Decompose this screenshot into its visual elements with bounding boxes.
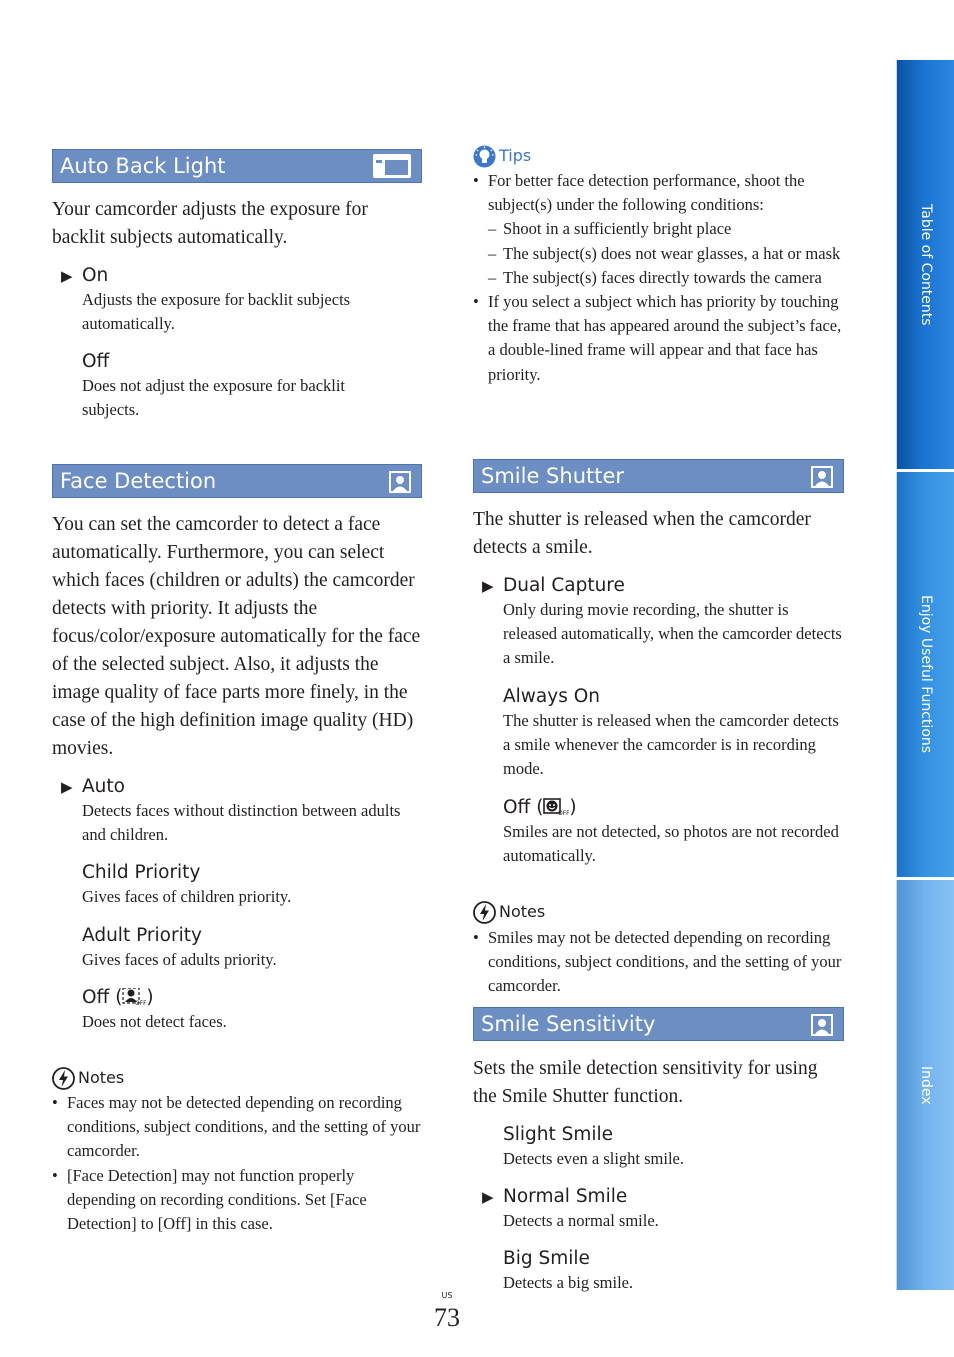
option-label: Always On	[503, 686, 601, 707]
option-off[interactable]	[82, 350, 402, 422]
smile-off-icon	[543, 798, 569, 816]
tips-item-1-text: For better face detection performance, shoot the subject(s) under the following conditions:	[488, 171, 805, 215]
option-big-smile[interactable]	[503, 1247, 843, 1295]
smile-shutter-intro: The shutter is released when the camcorder detects a smile.	[473, 509, 811, 558]
smile-sensitivity-intro: Sets the smile detection sensitivity for using the Smile Shutter function.	[473, 1058, 818, 1107]
option-label-end: )	[569, 797, 577, 818]
option-description: Does not detect faces.	[82, 1012, 227, 1031]
notes-label-text: Notes	[499, 902, 546, 921]
tab-label: Enjoy Useful Functions	[918, 595, 934, 754]
option-label: Normal Smile	[503, 1186, 628, 1207]
tips-label-text: Tips	[499, 146, 532, 165]
option-label-end: )	[146, 987, 154, 1008]
tab-index[interactable]	[896, 880, 954, 1290]
option-slight-smile[interactable]	[503, 1123, 843, 1171]
tips-icon	[473, 145, 496, 168]
face-detection-title: Face Detection	[60, 469, 217, 493]
option-always-on[interactable]	[503, 685, 843, 781]
option-off-face[interactable]	[82, 986, 402, 1034]
notes-icon	[52, 1067, 75, 1090]
option-description: Detects even a slight smile.	[503, 1149, 684, 1168]
option-label: On	[82, 265, 109, 286]
option-description: The shutter is released when the camcorder detects a smile whenever the camcorder is in recording mode.	[503, 711, 839, 778]
notes-icon	[473, 901, 496, 924]
default-setting-marker: ▶	[61, 267, 73, 285]
face-detection-intro: You can set the camcorder to detect a face automatically. Furthermore, you can select which faces (children or adults) the camcorder detects with priority. It adjusts the focus/color/exposure automatically for the face of the selected subject. Also, it adjusts the image quality of face parts more finely, in the case of the high definition image quality (HD) movies.	[52, 514, 421, 759]
sub-list-item: – Shoot in a sufficiently bright place	[488, 217, 845, 241]
page-number	[0, 1291, 894, 1333]
face-detection-notes	[52, 1091, 424, 1236]
backlight-icon	[373, 154, 411, 178]
tips-list	[473, 169, 845, 387]
list-item: • [Face Detection] may not function properly depending on recording conditions. Set [Face Detection] to [Off] in this case.	[52, 1164, 424, 1237]
notes-label	[473, 901, 545, 925]
list-item: • Faces may not be detected depending on recording conditions, subject conditions, and the setting of your camcorder.	[52, 1091, 424, 1164]
option-description: Detects a big smile.	[503, 1273, 634, 1292]
option-label: Slight Smile	[503, 1124, 614, 1145]
tips-sub-list	[488, 217, 845, 290]
face-detection-icon	[389, 471, 411, 493]
smile-sensitivity-header	[473, 1007, 844, 1041]
option-description: Gives faces of adults priority.	[82, 950, 277, 969]
notes-label	[52, 1067, 124, 1091]
option-child-priority[interactable]	[82, 861, 402, 909]
option-label: Child Priority	[82, 862, 201, 883]
option-description: Adjusts the exposure for backlit subjects automatically.	[82, 290, 351, 333]
auto-back-light-title: Auto Back Light	[60, 154, 226, 178]
smile-shutter-header	[473, 459, 844, 493]
default-setting-marker: ▶	[61, 778, 73, 796]
default-setting-marker: ▶	[482, 1188, 494, 1206]
option-label: Off (	[82, 987, 123, 1008]
option-label: Off	[82, 351, 110, 372]
option-label: Big Smile	[503, 1248, 590, 1269]
option-dual-capture[interactable]	[482, 574, 843, 670]
smile-shutter-notes	[473, 926, 845, 999]
option-description: Only during movie recording, the shutter is released automatically, when the camcorder detects a smile.	[503, 600, 842, 667]
page-region: US	[441, 1291, 453, 1300]
option-label: Adult Priority	[82, 925, 202, 946]
smile-sensitivity-icon	[811, 1014, 833, 1036]
page-number-value: 73	[434, 1303, 460, 1332]
tab-table-of-contents[interactable]	[896, 60, 954, 469]
option-description: Smiles are not detected, so photos are not recorded automatically.	[503, 822, 839, 865]
svg-text:OFF: OFF	[558, 810, 570, 816]
option-off-smile[interactable]	[503, 796, 843, 868]
auto-back-light-header	[52, 149, 422, 183]
smile-shutter-icon	[811, 466, 833, 488]
tab-enjoy-useful-functions[interactable]	[896, 472, 954, 877]
smile-shutter-title: Smile Shutter	[481, 464, 625, 488]
option-adult-priority[interactable]	[82, 924, 402, 972]
notes-label-text: Notes	[78, 1068, 125, 1087]
option-description: Detects a normal smile.	[503, 1211, 659, 1230]
sub-list-item: – The subject(s) does not wear glasses, a hat or mask	[488, 242, 845, 266]
option-description: Detects faces without distinction between adults and children.	[82, 801, 401, 844]
list-item: • If you select a subject which has priority by touching the frame that has appeared around the subject’s face, a double-lined frame will appear and that face has priority.	[473, 290, 845, 387]
sub-list-item: – The subject(s) faces directly towards the camera	[488, 266, 845, 290]
tab-label: Index	[918, 1065, 934, 1105]
list-item: • Smiles may not be detected depending on recording conditions, subject conditions, and the setting of your camcorder.	[473, 926, 845, 999]
face-off-icon	[122, 988, 146, 1006]
option-normal-smile[interactable]	[482, 1185, 843, 1233]
smile-sensitivity-title: Smile Sensitivity	[481, 1012, 656, 1036]
auto-back-light-intro: Your camcorder adjusts the exposure for backlit subjects automatically.	[52, 199, 368, 248]
option-label: Dual Capture	[503, 575, 625, 596]
option-on[interactable]	[61, 264, 402, 336]
tips-label	[473, 145, 531, 169]
tab-label: Table of Contents	[918, 203, 934, 326]
svg-text:OFF: OFF	[135, 1000, 147, 1006]
default-setting-marker: ▶	[482, 577, 494, 595]
option-label: Auto	[82, 776, 125, 797]
option-auto[interactable]	[61, 775, 402, 847]
option-description: Does not adjust the exposure for backlit subjects.	[82, 376, 346, 419]
list-item	[473, 169, 845, 290]
face-detection-header	[52, 464, 422, 498]
option-label: Off (	[503, 797, 544, 818]
option-description: Gives faces of children priority.	[82, 887, 292, 906]
